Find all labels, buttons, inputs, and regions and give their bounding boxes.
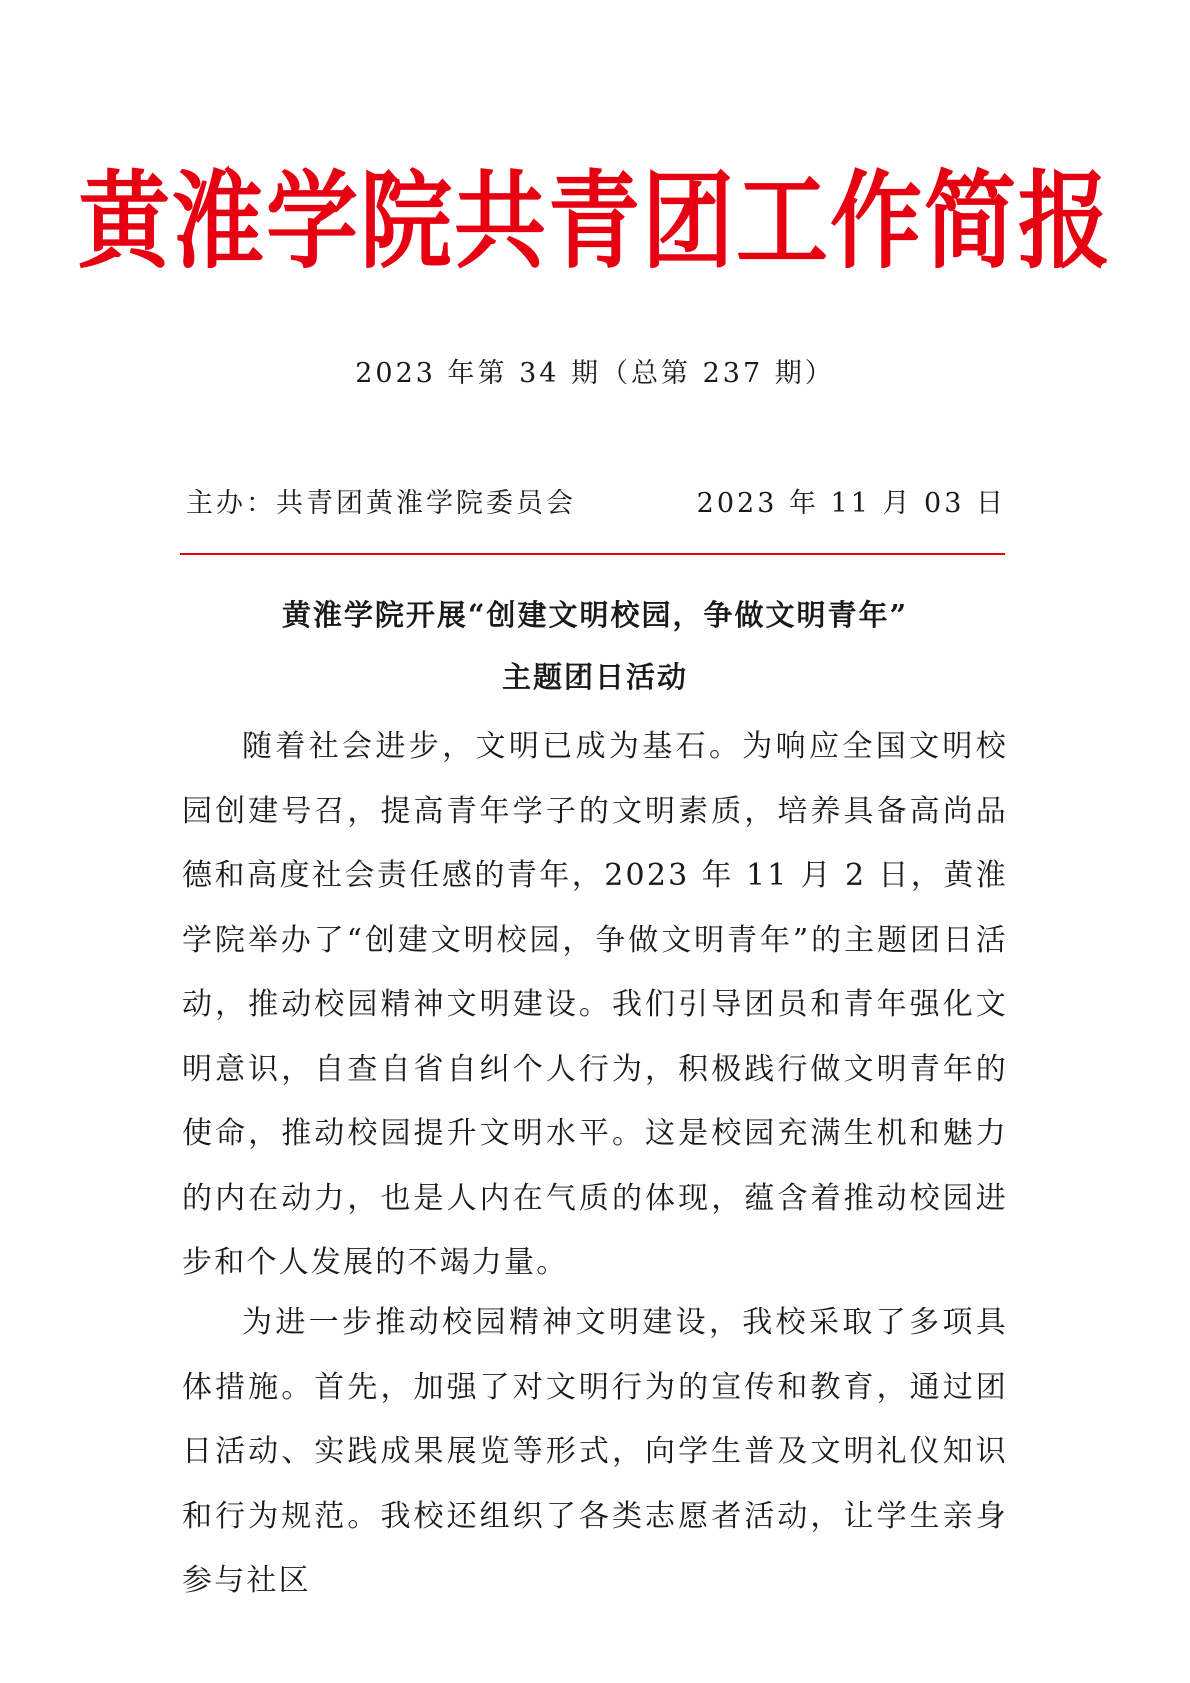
- article-paragraph-2: 为进一步推动校园精神文明建设，我校采取了多项具体措施。首先，加强了对文明行为的宣传和教育，通过团日活动、实践成果展览等形式，向学生普及文明礼仪知识和行为规范。我校还组织了各类志愿者活动，让学生亲身参与社区: [182, 1305, 1008, 1598]
- article-headline-line1: 黄淮学院开展“创建文明校园，争做文明青年”: [281, 598, 909, 632]
- publish-date: 2023 年 11 月 03 日: [696, 488, 1006, 519]
- article-headline-line2: 主题团日活动: [501, 660, 688, 694]
- masthead-title: 黄淮学院共青团工作简报: [77, 159, 1112, 284]
- sponsor-text: 主办：共青团黄淮学院委员会: [186, 488, 576, 519]
- red-divider-line: [180, 553, 1005, 555]
- article-paragraph-1: 随着社会进步，文明已成为基石。为响应全国文明校园创建号召，提高青年学子的文明素质，培养具备高尚品德和高度社会责任感的青年，2023 年 11 月 2 日，黄淮学院举办了“创建文明校园，争做文明青年”的主题团日活动，推动校园精神文明建设。我们引导团员和青年强化文明意识，自查自省自纠个人行为，积极践行做文明青年的使命，推动校园提升文明水平。这是校园充满生机和魅力的内在动力，也是人内在气质的体现，蕴含着推动校园进步和个人发展的不竭力量。: [182, 729, 1008, 1280]
- issue-number: 2023 年第 34 期（总第 237 期）: [355, 358, 835, 389]
